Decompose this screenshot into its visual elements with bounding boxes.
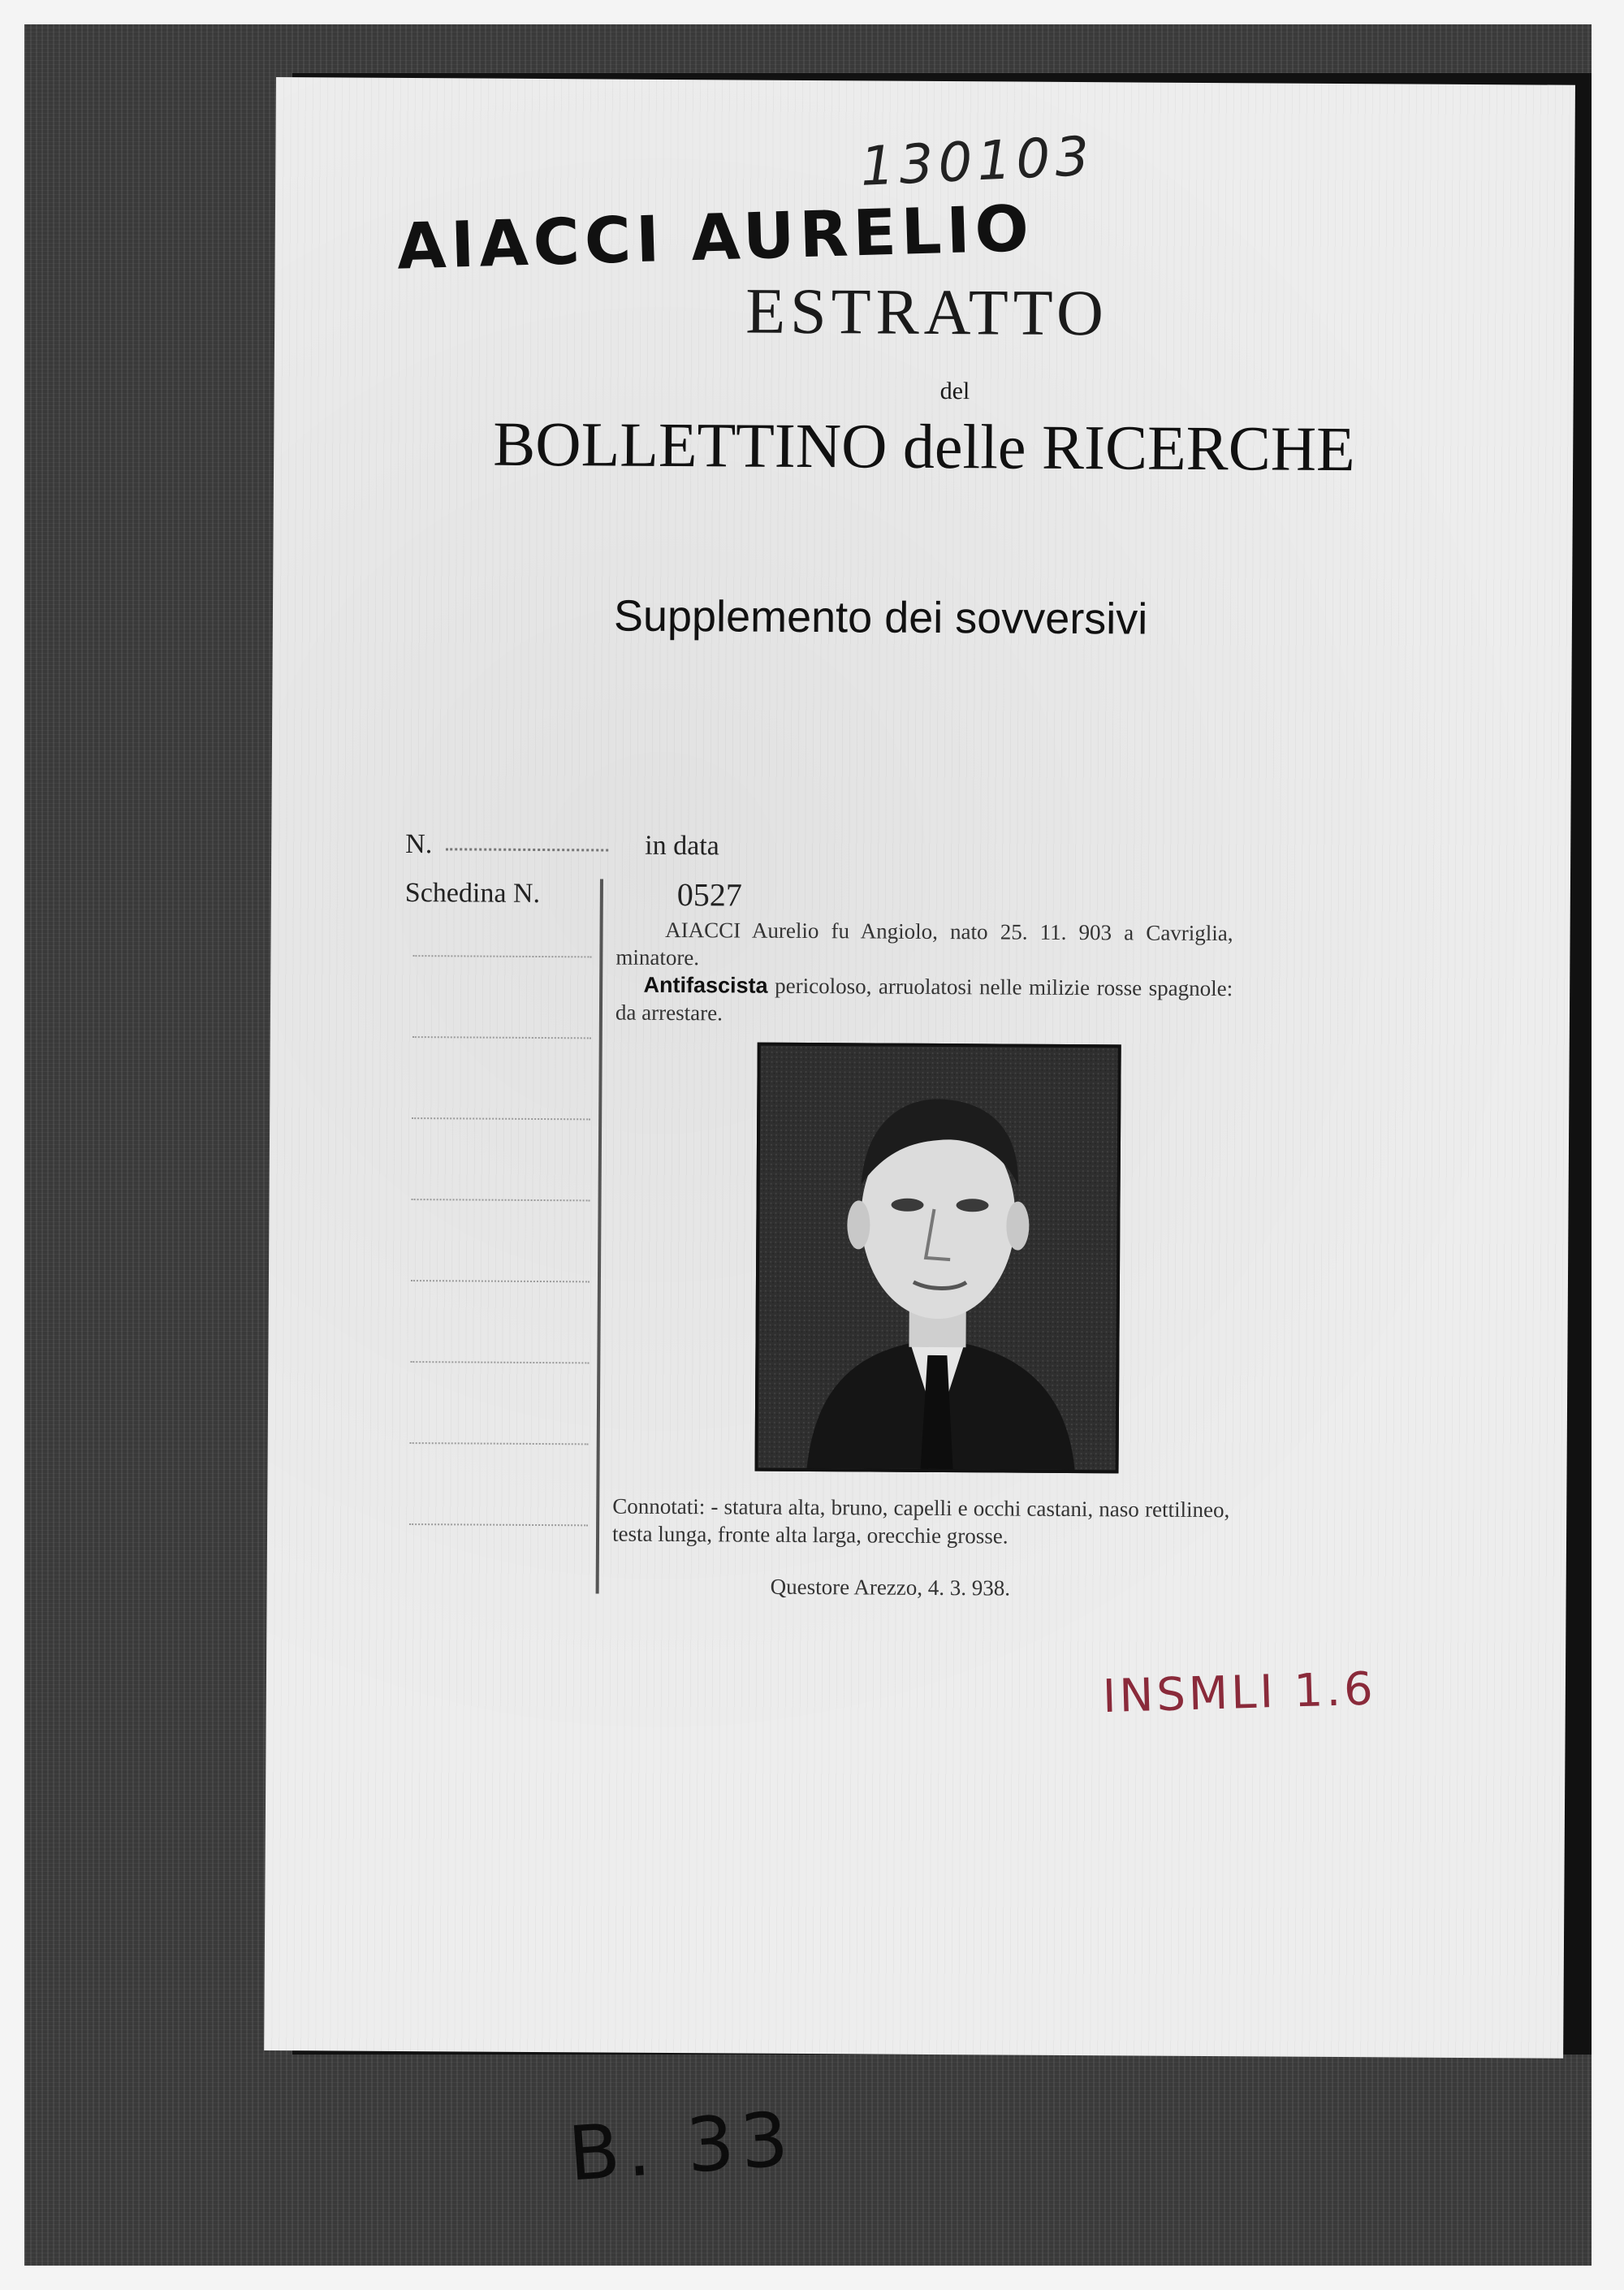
schedina-label: Schedina N. [404,877,541,910]
physical-description: Connotati: - statura alta, bruno, capelli e occhi castani, naso rettilineo, testa lunga, fronte alta larga, orecchie grosse. [611,1493,1230,1549]
schedina-number: 0527 [676,876,742,914]
form-dotted-line [410,1361,589,1363]
n-dotted-line [446,848,608,851]
form-dotted-line [409,1523,588,1526]
entry-name: AIACCI [665,917,741,943]
questore-signature-line: Questore Arezzo, 4. 3. 938. [770,1574,1011,1601]
entry-text-2: pericoloso, arruolatosi nelle milizie rosse spagnole: da arrestare. [615,973,1233,1026]
document-subtitle: BOLLETTINO delle RICERCHE [492,408,1355,485]
column-divider [596,879,603,1593]
form-dotted-line [412,1117,590,1120]
document-page [264,77,1575,2059]
archive-mark: INSMLI 1.6 [1102,1662,1377,1724]
handwritten-name: AIACCI AURELIO [395,192,1035,284]
bottom-handwritten-mark: B. 33 [565,2095,798,2198]
supplement-title: Supplemento dei sovversivi [613,591,1148,644]
document-title: ESTRATTO [745,275,1109,350]
entry-text: Aurelio fu Angiolo, nato 25. 11. 903 a Cavriglia, minatore. [615,918,1233,970]
handwritten-number: 130103 [858,124,1095,198]
n-label: N. [405,828,433,860]
entry-bold: Antifascista [643,972,768,998]
form-dotted-line [412,1199,590,1201]
entry-description [615,916,1233,1030]
portrait-illustration [758,1046,1118,1471]
form-dotted-line [410,1442,589,1445]
form-dotted-line [412,1036,591,1039]
title-del: del [939,378,970,405]
in-data-label: in data [645,830,719,862]
mugshot-photo [755,1043,1121,1474]
form-dotted-line [411,1280,590,1282]
form-dotted-line [412,955,591,957]
